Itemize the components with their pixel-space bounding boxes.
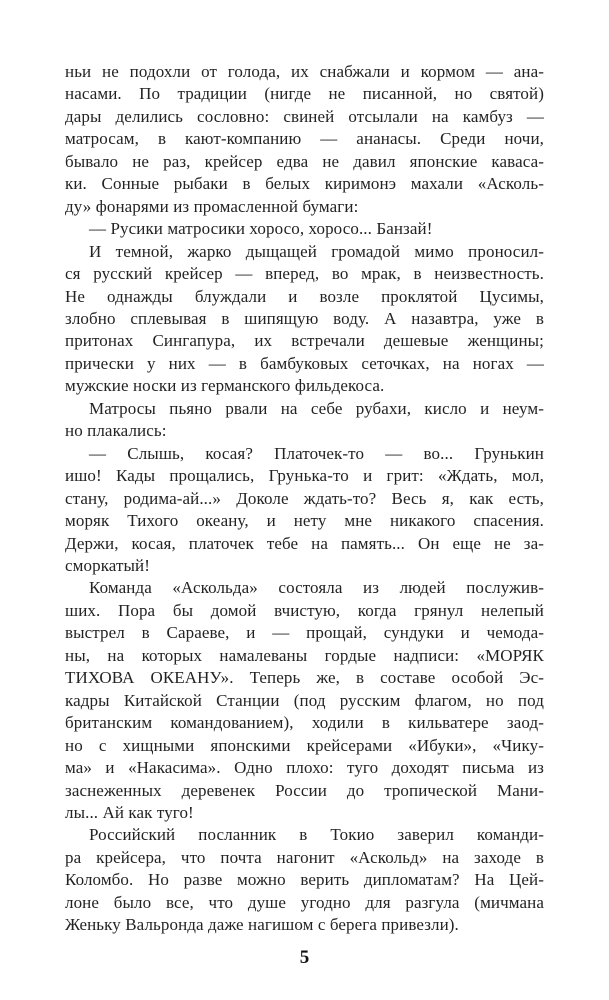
- paragraph: [65, 241, 544, 398]
- text-line: сморкатый!: [65, 555, 151, 575]
- text-line: мужские носки из германского фильдекоса.: [65, 376, 385, 396]
- text-line: но с хищными японскими крейсерами «Ибуки», «Чику-: [65, 735, 544, 755]
- text-line: — Слышь, косая? Платочек-то — во... Грунькин: [89, 443, 544, 463]
- text-line: злобно сплевывая в шипящую воду. А назавтра, уже в: [65, 308, 544, 328]
- text-line: ТИХОВА ОКЕАНУ». Теперь же, в составе особой Эс-: [65, 668, 544, 688]
- text-line: ду» фонарями из промасленной бумаги:: [65, 196, 359, 216]
- paragraph: [65, 824, 544, 936]
- text-line: Не однажды блуждали и возле проклятой Цусимы,: [65, 286, 544, 306]
- text-line: лоне было все, что душе угодно для разгула (мичмана: [65, 892, 544, 912]
- text-line: ньи не подохли от голода, их снабжали и кормом — ана-: [65, 62, 544, 81]
- text-line: матросам, в кают-компанию — ананасы. Среди ночи,: [65, 129, 544, 149]
- text-line: бывало не раз, крейсер едва не давил японские каваса-: [65, 151, 544, 171]
- text-line: Держи, косая, платочек тебе на память... Он еще не за-: [65, 533, 544, 553]
- text-line: моряк Тихого океану, и нету мне никакого спасения.: [65, 511, 544, 531]
- text-line: Российский посланник в Токио заверил команди-: [89, 825, 544, 845]
- page-text-block: [65, 61, 544, 937]
- text-line: ишо! Кады прощались, Грунька-то и грит: «Ждать, мол,: [65, 466, 544, 486]
- paragraph: [65, 398, 544, 443]
- text-line: ших. Пора бы домой вчистую, когда грянул нелепый: [65, 600, 544, 620]
- text-line: кадры Китайской Станции (под русским флагом, но под: [65, 690, 544, 710]
- text-line: стану, родима-ай...» Доколе ждать-то? Весь я, как есть,: [65, 488, 544, 508]
- paragraph: [65, 218, 544, 240]
- text-line: заснеженных деревенек России до тропической Мани-: [65, 780, 544, 800]
- text-line: прически у них — в бамбуковых сеточках, на ногах —: [65, 353, 544, 373]
- text-line: но плакались:: [65, 421, 167, 441]
- text-line: ны, на которых намалеваны гордые надписи: «МОРЯК: [65, 645, 544, 665]
- text-line: Женьку Вальронда даже нагишом с берега привезли).: [65, 915, 459, 935]
- text-line: лы... Ай как туго!: [65, 802, 194, 822]
- page-number: 5: [299, 947, 310, 968]
- text-line: ма» и «Накасима». Одно плохо: туго доходят письма из: [65, 758, 544, 778]
- text-line: ся русский крейсер — вперед, во мрак, в неизвестность.: [65, 264, 544, 284]
- text-line: Команда «Аскольда» состояла из людей послужив-: [89, 578, 544, 598]
- paragraph: [65, 577, 544, 824]
- paragraph: [65, 443, 544, 578]
- paragraph: [65, 61, 544, 218]
- text-line: И темной, жарко дыщащей громадой мимо проносил-: [89, 241, 544, 261]
- text-line: Матросы пьяно рвали на себе рубахи, кисло и неум-: [89, 398, 544, 418]
- text-line: — Русики матросики хоросо, хоросо... Банзай!: [89, 219, 433, 239]
- text-line: британским командованием), ходили в кильватере заод-: [65, 713, 544, 733]
- text-line: Коломбо. Но разве можно верить дипломатам? На Цей-: [65, 870, 544, 890]
- text-line: ки. Сонные рыбаки в белых киримонэ махали «Асколь-: [65, 174, 544, 194]
- text-line: насами. По традиции (нигде не писанной, но святой): [65, 84, 544, 104]
- text-line: выстрел в Сараеве, и — прощай, сундуки и чемода-: [65, 623, 544, 643]
- text-line: ра крейсера, что почта нагонит «Аскольд» на заходе в: [65, 847, 544, 867]
- text-line: притонах Сингапура, их встречали дешевые женщины;: [65, 331, 544, 351]
- text-line: дары делились сословно: свиней отсылали на камбуз —: [65, 106, 544, 126]
